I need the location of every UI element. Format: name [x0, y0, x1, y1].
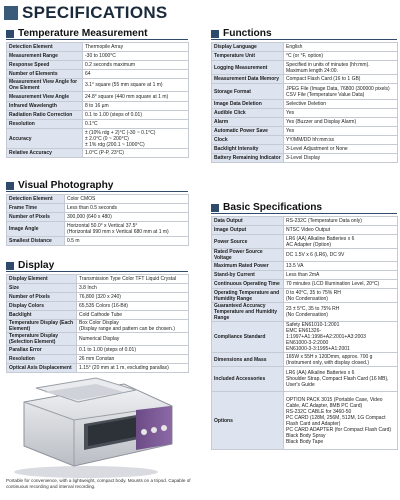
spec-label: Display Colors — [7, 302, 77, 311]
spec-label: Audible Click — [212, 109, 284, 118]
spec-value: 65,535 Colors (16-Bit) — [77, 302, 189, 311]
spec-label: Number of Pixels — [7, 213, 65, 222]
spec-value: 3.8 Inch — [77, 284, 189, 293]
spec-value: 3-Level Adjustment or None — [284, 145, 398, 154]
spec-value: Yes — [284, 109, 398, 118]
spec-label: Temperature Unit — [212, 52, 284, 61]
spec-row — [212, 84, 398, 100]
spec-label: Logging Measurement — [212, 61, 284, 75]
section-marker — [6, 262, 14, 270]
spec-value: 3-Level Display — [284, 154, 398, 163]
spec-label: Options — [212, 392, 284, 450]
spec-value: Horizontal 50.0° x Vertical 37.5° (Horizontal 990 mm x Vertical 680 mm at 1 m) — [65, 222, 189, 237]
spec-value: 26 mm Constan — [77, 355, 189, 364]
spec-label: Maximum Rated Power — [212, 262, 284, 271]
spec-value: 8 to 16 µm — [83, 102, 189, 111]
spec-value: 70 minutes (LCD Illumination Level, 20°C) — [284, 280, 398, 289]
spec-value: 23 ± 5°C, 35 to 75% RH (No Condensation) — [284, 303, 398, 322]
spec-label: Backlight — [7, 311, 77, 320]
spec-label: Frame Time — [7, 204, 65, 213]
visual-table — [6, 194, 189, 246]
spec-row — [7, 43, 189, 52]
spec-label: Measurement View Angle — [7, 92, 83, 102]
spec-label: Measurement View Angle for One Element — [7, 79, 83, 92]
spec-value: °C (or °F, option) — [284, 52, 398, 61]
display-table — [6, 274, 189, 373]
spec-row — [7, 311, 189, 320]
functions-table — [211, 42, 398, 163]
spec-value: Less than 0.5 seconds — [65, 204, 189, 213]
spec-value: 24.8° square (440 mm square at 1 m) — [83, 92, 189, 102]
section-temperature-header — [6, 26, 188, 40]
spec-label: Infrared Wavelength — [7, 102, 83, 111]
section-display-header — [6, 258, 188, 272]
spec-label: Included Accessories — [212, 367, 284, 392]
spec-value: 0.1°C — [83, 120, 189, 129]
spec-value: 165W x 55H x 120Dmm, approx. 700 g (Instrument only, with display closed.) — [284, 353, 398, 367]
spec-label: Image Data Deletion — [212, 100, 284, 109]
section-heading: Temperature Measurement — [18, 28, 148, 39]
spec-row — [212, 322, 398, 353]
spec-row — [212, 226, 398, 235]
spec-value: Less than 2mA — [284, 271, 398, 280]
spec-row — [7, 320, 189, 333]
spec-label: Guaranteed Accuracy Temperature and Humidity Range — [212, 303, 284, 322]
spec-value: 0.1 to 1.00 (steps of 0.01) — [77, 346, 189, 355]
spec-row — [7, 275, 189, 284]
spec-row — [7, 111, 189, 120]
spec-row — [7, 120, 189, 129]
spec-row — [212, 127, 398, 136]
spec-row — [212, 43, 398, 52]
basic-specs-table — [211, 216, 398, 450]
spec-label: Smallest Distance — [7, 237, 65, 246]
spec-value: 76,800 (320 x 240) — [77, 293, 189, 302]
spec-row — [7, 222, 189, 237]
spec-value: 0.5 m — [65, 237, 189, 246]
section-marker — [211, 204, 219, 212]
spec-value: RS-232C (Temperature Data only) — [284, 217, 398, 226]
spec-label: Size — [7, 284, 77, 293]
spec-value: 1.0°C (P-P, 23°C) — [83, 149, 189, 158]
section-visual-header — [6, 178, 188, 192]
spec-row — [7, 61, 189, 70]
spec-row — [212, 271, 398, 280]
spec-value: 0.2 seconds maximum — [83, 61, 189, 70]
spec-value: Specified in units of minutes (hh:mm). Maximum length 24:00. — [284, 61, 398, 75]
spec-label: Battery Remaining Indicator — [212, 154, 284, 163]
spec-value: Box Color Display (Display range and pattern can be chosen.) — [77, 320, 189, 333]
spec-row — [212, 217, 398, 226]
spec-value: DC 1.5V x 6 (LR6), DC 9V — [284, 249, 398, 262]
spec-value: Thermopile Array — [83, 43, 189, 52]
spec-row — [7, 79, 189, 92]
spec-row — [212, 367, 398, 392]
spec-label: Rated Power Source Voltage — [212, 249, 284, 262]
spec-label: Image Output — [212, 226, 284, 235]
spec-row — [7, 302, 189, 311]
spec-row — [212, 109, 398, 118]
spec-label: Response Speed — [7, 61, 83, 70]
spec-value: Safety EN61010-1:2001 EMC EN61326-1:1997+A1:1998+A2:2001+A3:2003 EN61000-3-2:2000 EN61000-3-3:1995+A1:2001 — [284, 322, 398, 353]
spec-row — [7, 52, 189, 61]
section-heading: Visual Photography — [18, 180, 114, 191]
spec-label: Operating Temperature and Humidity Range — [212, 289, 284, 303]
section-heading: Display — [18, 260, 55, 271]
spec-value: NTSC Video Output — [284, 226, 398, 235]
spec-label: Temperature Display (Selection Element) — [7, 333, 77, 346]
spec-value: 1.15° (20 mm at 1 m, excluding parallax) — [77, 364, 189, 373]
spec-label: Clock — [212, 136, 284, 145]
spec-row — [7, 346, 189, 355]
spec-row — [7, 284, 189, 293]
spec-row — [212, 136, 398, 145]
spec-value: Yes (Buzzer and Display Alarm) — [284, 118, 398, 127]
spec-row — [212, 289, 398, 303]
spec-label: Automatic Power Save — [212, 127, 284, 136]
spec-row — [212, 100, 398, 109]
spec-value: Cold Cathode Tube — [77, 311, 189, 320]
spec-row — [7, 213, 189, 222]
spec-row — [212, 52, 398, 61]
spec-label: Stand-by Current — [212, 271, 284, 280]
spec-label: Power Source — [212, 235, 284, 249]
section-marker — [6, 182, 14, 190]
spec-label: Data Output — [212, 217, 284, 226]
page-title-text: SPECIFICATIONS — [22, 3, 168, 22]
spec-row — [7, 149, 189, 158]
spec-value: Transmission Type Color TFT Liquid Crystal — [77, 275, 189, 284]
spec-row — [7, 204, 189, 213]
illustration-caption: Portable for convenience, with a lightweight, compact body. Mounts on a tripod. Capable of continuous recording and interval recording. — [6, 478, 191, 489]
spec-row — [7, 293, 189, 302]
spec-row — [212, 235, 398, 249]
spec-value: Selective Deletion — [284, 100, 398, 109]
spec-label: Detection Element — [7, 195, 65, 204]
page-title — [4, 2, 168, 24]
spec-row — [7, 195, 189, 204]
spec-value: 0 to 40°C, 35 to 75% RH (No Condensation) — [284, 289, 398, 303]
spec-label: Number of Elements — [7, 70, 83, 79]
spec-label: Compliance Standard — [212, 322, 284, 353]
spec-value: 0.1 to 1.00 (steps of 0.01) — [83, 111, 189, 120]
spec-value: LR6 (AA) Alkaline Batteries x 6 Shoulder Strap, Compact Flash Card (16 MB), User's Guide — [284, 367, 398, 392]
spec-label: Backlight Intensity — [212, 145, 284, 154]
spec-label: Accuracy — [7, 129, 83, 149]
spec-label: Storage Format — [212, 84, 284, 100]
section-marker — [6, 30, 14, 38]
spec-label: Display Language — [212, 43, 284, 52]
spec-value: Numerical Display — [77, 333, 189, 346]
spec-label: Image Angle — [7, 222, 65, 237]
spec-value: 13.5 VA — [284, 262, 398, 271]
spec-row — [212, 392, 398, 450]
spec-label: Detection Element — [7, 43, 83, 52]
spec-label: Relative Accuracy — [7, 149, 83, 158]
spec-value: 64 — [83, 70, 189, 79]
spec-row — [212, 154, 398, 163]
device-illustration — [4, 362, 188, 482]
spec-row — [7, 102, 189, 111]
spec-row — [212, 249, 398, 262]
spec-row — [212, 61, 398, 75]
spec-value: Yes — [284, 127, 398, 136]
spec-value: Color CMOS — [65, 195, 189, 204]
spec-label: Number of Pixels — [7, 293, 77, 302]
spec-row — [7, 333, 189, 346]
spec-row — [7, 92, 189, 102]
section-functions-header — [211, 26, 397, 40]
spec-row — [212, 118, 398, 127]
spec-value: Compact Flash Card (16 to 1 GB) — [284, 75, 398, 84]
section-heading: Functions — [223, 28, 272, 39]
spec-label: Display Element — [7, 275, 77, 284]
spec-label: Continuous Operating Time — [212, 280, 284, 289]
spec-label: Measurement Data Memory — [212, 75, 284, 84]
spec-row — [7, 129, 189, 149]
spec-row — [212, 145, 398, 154]
spec-row — [212, 280, 398, 289]
spec-row — [212, 262, 398, 271]
spec-label: Alarm — [212, 118, 284, 127]
temperature-table — [6, 42, 189, 158]
spec-value: ± (10% rdg + 2)°C (-30 ~ 0.1°C) ± 2.0°C (0 ~ 200°C) ± 1% rdg (200.1 ~ 1000°C) — [83, 129, 189, 149]
spec-value: YY/MM/DD hh:mm:ss — [284, 136, 398, 145]
spec-label: Resolution — [7, 120, 83, 129]
spec-label: Optical Axis Displacement — [7, 364, 77, 373]
spec-label: Parallax Error — [7, 346, 77, 355]
spec-value: -30 to 1000°C — [83, 52, 189, 61]
section-basic-header — [211, 200, 397, 214]
section-heading: Basic Specifications — [223, 202, 323, 213]
spec-row — [212, 75, 398, 84]
spec-value: English — [284, 43, 398, 52]
spec-row — [7, 237, 189, 246]
spec-value: LR6 (AA) Alkaline Batteries x 6 AC Adapter (Option) — [284, 235, 398, 249]
spec-label: Radiation Ratio Correction — [7, 111, 83, 120]
title-marker — [4, 6, 18, 20]
spec-label: Temperature Display (Each Element) — [7, 320, 77, 333]
spec-row — [212, 353, 398, 367]
spec-label: Measurement Range — [7, 52, 83, 61]
spec-label: Resolution — [7, 355, 77, 364]
spec-value: 3.1° square (55 mm square at 1 m) — [83, 79, 189, 92]
spec-row — [212, 303, 398, 322]
spec-value: JPEG File (Image Data, 76800 (300000 pixels) CSV File (Temperature Value Data) — [284, 84, 398, 100]
spec-value: OPTION PACK 3015 (Portable Case, Video Cable, AC Adapter, 8MB PC Card) RS-232C CABLE for 3460-50 PC CARD (128M, 256M, 512M, 1G Compact Flash Card and Adapter) PC CARD ADAPTER (for Compact Flash Card) Black Body Spray Black Body Tape — [284, 392, 398, 450]
spec-value: 300,000 (640 x 480) — [65, 213, 189, 222]
spec-row — [7, 70, 189, 79]
spec-label: Dimensions and Mass — [212, 353, 284, 367]
section-marker — [211, 30, 219, 38]
